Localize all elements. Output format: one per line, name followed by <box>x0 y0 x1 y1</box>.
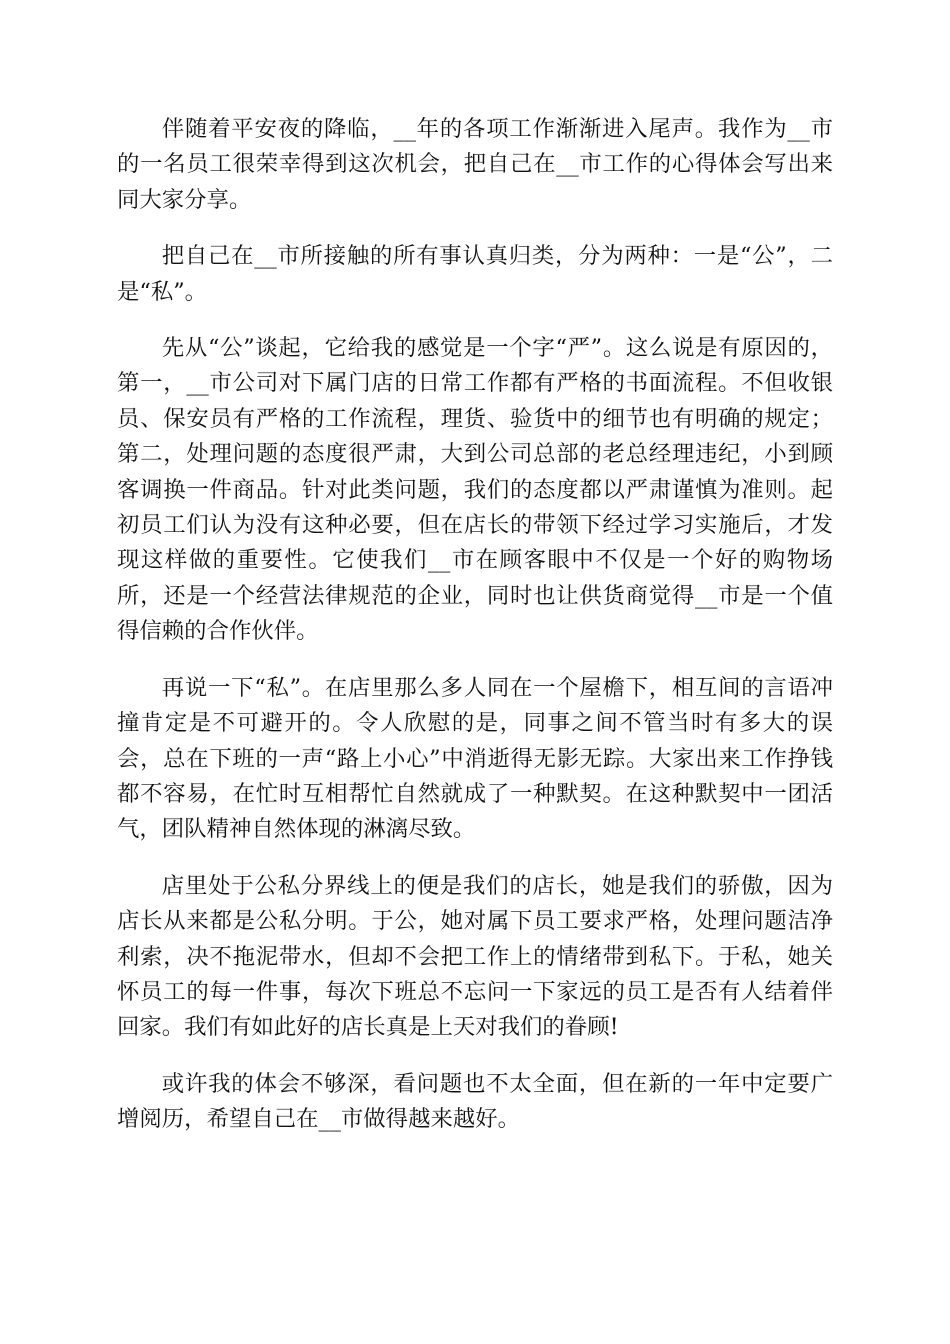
paragraph-store-manager: 店里处于公私分界线上的便是我们的店长，她是我们的骄傲，因为店长从来都是公私分明。于公，她对属下员工要求严格，处理问题洁净利索，决不拖泥带水，但却不会把工作上的情绪带到私下。于私，她关怀员工的每一件事，每次下班总不忘问一下家远的员工是否有人结着伴回家。我们有如此好的店长真是上天对我们的眷顾! <box>117 872 833 1041</box>
paragraph-intro: 伴随着平安夜的降临，__年的各项工作渐渐进入尾声。我作为__市的一名员工很荣幸得到这次机会，把自己在__市工作的心得体会写出来同大家分享。 <box>117 116 833 213</box>
paragraph-private: 再说一下“私”。在店里那么多人同在一个屋檐下，相互间的言语冲撞肯定是不可避开的。令人欣慰的是，同事之间不管当时有多大的误会，总在下班的一声“路上小心”中消逝得无影无踪。大家出来工作挣钱都不容易，在忙时互相帮忙自然就成了一种默契。在这种默契中一团活气，团队精神自然体现的淋漓尽致。 <box>117 674 833 843</box>
paragraph-public: 先从“公”谈起，它给我的感觉是一个字“严”。这么说是有原因的，第一，__市公司对下属门店的日常工作都有严格的书面流程。不但收银员、保安员有严格的工作流程，理货、验货中的细节也有明确的规定；第二，处理问题的态度很严肃，大到公司总部的老总经理违纪，小到顾客调换一件商品。针对此类问题，我们的态度都以严肃谨慎为准则。起初员工们认为没有这种必要，但在店长的带领下经过学习实施后，才发现这样做的重要性。它使我们__市在顾客眼中不仅是一个好的购物场所，还是一个经营法律规范的企业，同时也让供货商觉得__市是一个值得信赖的合作伙伴。 <box>117 335 833 645</box>
paragraph-categories: 把自己在__市所接触的所有事认真归类，分为两种：一是“公”，二是“私”。 <box>117 243 833 305</box>
paragraph-conclusion: 或许我的体会不够深，看问题也不太全面，但在新的一年中定要广增阅历，希望自己在__市做得越来越好。 <box>117 1070 833 1133</box>
document-body <box>117 112 833 1159</box>
